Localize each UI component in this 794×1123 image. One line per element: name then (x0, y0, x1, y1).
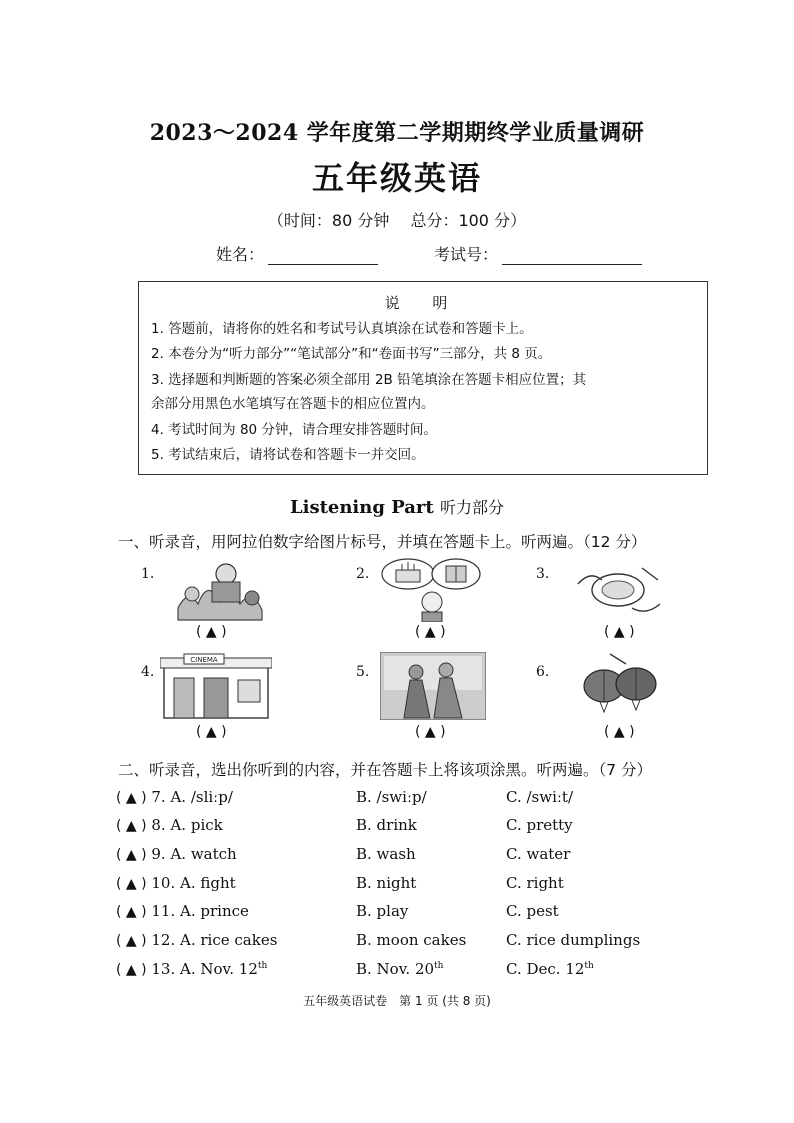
option-b: B. wash (356, 845, 416, 863)
cinema-building-icon (160, 652, 272, 724)
option-c: C. water (506, 845, 571, 863)
option-b: B. /swiːp/ (356, 788, 427, 806)
name-label: 姓名： (216, 245, 265, 264)
question-row (116, 845, 237, 863)
exam-info: （时间：80 分钟 总分：100 分） (267, 211, 527, 230)
instructions-title: 说 明 (384, 294, 462, 312)
answer-blank-3[interactable]: ( ▲ ) (604, 624, 635, 640)
option-b: B. Nov. 20th (356, 960, 444, 978)
option-c: C. /swiːt/ (506, 788, 574, 806)
name-field (216, 242, 378, 265)
question-row (116, 874, 236, 892)
answer-blank[interactable]: ( ▲ ) (116, 904, 147, 920)
picture-number: 3. (536, 566, 550, 582)
option-a: A. prince (180, 902, 249, 920)
instruction-line: 余部分用黑色水笔填写在答题卡的相应位置内。 (151, 396, 435, 412)
exam-number-label: 考试号： (434, 245, 499, 264)
picture-number: 2. (356, 566, 370, 582)
question-row (116, 816, 223, 834)
option-b: B. drink (356, 816, 417, 834)
svg-text:CINEMA: CINEMA (190, 656, 218, 664)
answer-blank[interactable]: ( ▲ ) (116, 962, 147, 978)
question-number: 10. (151, 874, 176, 892)
instruction-line: 5. 考试结束后，请将试卷和答题卡一并交回。 (151, 447, 425, 463)
lanterns-icon (580, 650, 660, 720)
question-number: 12. (151, 931, 176, 949)
instructions-box (138, 281, 708, 475)
exam-number-blank[interactable] (502, 248, 642, 265)
option-c: C. right (506, 874, 564, 892)
option-b: B. night (356, 874, 417, 892)
answer-blank-1[interactable]: ( ▲ ) (196, 624, 227, 640)
question-number: 13. (151, 960, 176, 978)
question-number: 7. (151, 788, 166, 806)
answer-blank[interactable]: ( ▲ ) (116, 818, 147, 834)
option-a: A. /sliːp/ (170, 788, 233, 806)
page-footer: 五年级英语试卷 第 1 页 (共 8 页) (303, 994, 491, 1008)
birthday-cake-gift-icon (378, 556, 482, 626)
option-c: C. rice dumplings (506, 931, 641, 949)
answer-blank[interactable]: ( ▲ ) (116, 933, 147, 949)
picture-number: 6. (536, 664, 550, 680)
answer-blank[interactable]: ( ▲ ) (116, 876, 147, 892)
option-b: B. play (356, 902, 409, 920)
listening-title-cn: 听力部分 (440, 498, 505, 517)
option-c: C. Dec. 12th (506, 960, 594, 978)
option-c: C. pretty (506, 816, 573, 834)
picture-number: 5. (356, 664, 370, 680)
people-party-icon (168, 558, 268, 626)
answer-blank-6[interactable]: ( ▲ ) (604, 724, 635, 740)
option-c: C. pest (506, 902, 559, 920)
instruction-line: 1. 答题前，请将你的姓名和考试号认真填涂在试卷和答题卡上。 (151, 321, 533, 337)
option-a: A. rice cakes (180, 931, 278, 949)
princess-scene-icon (380, 652, 486, 724)
question-row (116, 931, 277, 949)
option-a: A. fight (180, 874, 236, 892)
picture-number: 4. (141, 664, 155, 680)
instruction-line: 2. 本卷分为“听力部分”“笔试部分”和“卷面书写”三部分，共 8 页。 (151, 346, 552, 362)
answer-blank-4[interactable]: ( ▲ ) (196, 724, 227, 740)
option-a: A. Nov. 12th (180, 960, 268, 978)
answer-blank-2[interactable]: ( ▲ ) (415, 624, 446, 640)
exam-title: 2023～2024 学年度第二学期期终学业质量调研 (149, 120, 645, 146)
question-row (116, 902, 249, 920)
section-1-heading: 一、听录音，用阿拉伯数字给图片标号，并填在答题卡上。听两遍。（12 分） (118, 533, 647, 551)
name-blank[interactable] (268, 248, 378, 265)
answer-blank[interactable]: ( ▲ ) (116, 790, 147, 806)
answer-blank-5[interactable]: ( ▲ ) (415, 724, 446, 740)
question-number: 11. (151, 902, 176, 920)
question-number: 9. (151, 845, 166, 863)
question-row (116, 960, 267, 978)
picture-number: 1. (141, 566, 155, 582)
listening-title-en: Listening Part (289, 497, 434, 518)
subject-title: 五年级英语 (311, 159, 482, 197)
answer-blank[interactable]: ( ▲ ) (116, 847, 147, 863)
question-number: 8. (151, 816, 166, 834)
instruction-line: 3. 选择题和判断题的答案必须全部用 2B 铅笔填涂在答题卡相应位置；其 (151, 372, 587, 388)
section-2-heading: 二、听录音，选出你听到的内容，并在答题卡上将该项涂黑。听两遍。（7 分） (118, 761, 653, 779)
listening-part-title (0, 495, 794, 518)
eating-plate-icon (572, 560, 664, 624)
option-a: A. pick (170, 816, 223, 834)
question-row (116, 788, 233, 806)
exam-number-field (434, 242, 642, 265)
instruction-line: 4. 考试时间为 80 分钟，请合理安排答题时间。 (151, 422, 437, 438)
option-a: A. watch (170, 845, 237, 863)
option-b: B. moon cakes (356, 931, 467, 949)
